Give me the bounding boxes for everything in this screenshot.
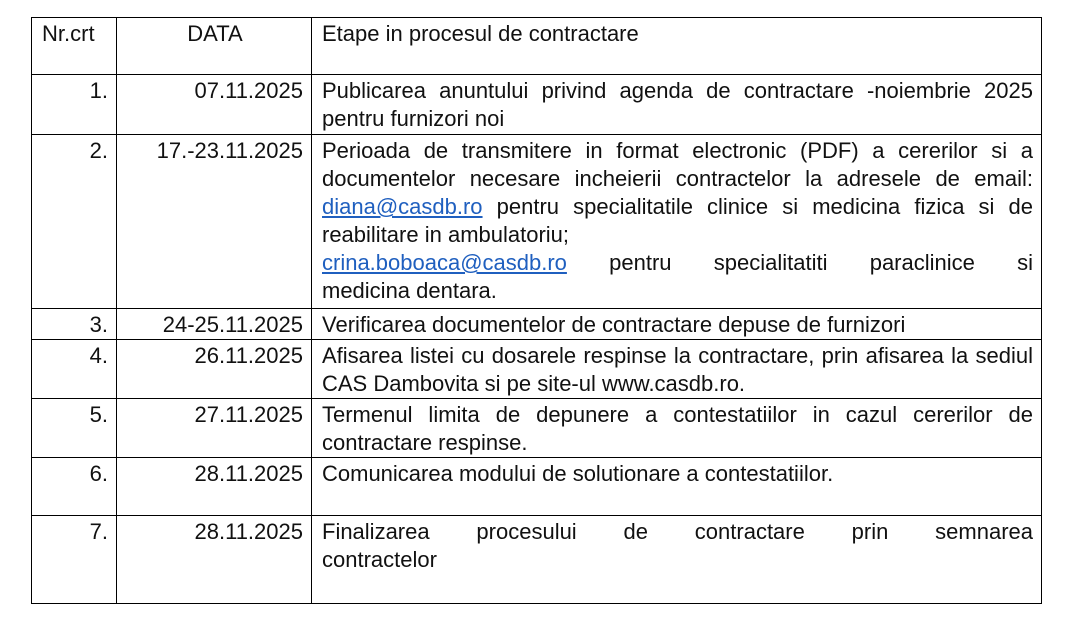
row-number: 3. (32, 309, 117, 340)
row-date: 17.-23.11.2025 (117, 135, 312, 309)
row-number: 7. (32, 516, 117, 604)
row-step-text: Termenul limita de depunere a contestatiilor in cazul cererilor de contractare respinse. (312, 399, 1042, 458)
step-text-line: contractelor (322, 547, 437, 572)
row-date: 28.11.2025 (117, 516, 312, 604)
row-date: 27.11.2025 (117, 399, 312, 458)
row-step-text: Verificarea documentelor de contractare depuse de furnizori (312, 309, 1042, 340)
row-step-text: Afisarea listei cu dosarele respinse la contractare, prin afisarea la sediul CAS Dambovita si pe site-ul www.casdb.ro. (312, 340, 1042, 399)
row-step-text: Comunicarea modului de solutionare a contestatiilor. (312, 458, 1042, 516)
row-number: 1. (32, 75, 117, 135)
table-row (32, 309, 1042, 340)
table-row (32, 516, 1042, 604)
row-number: 5. (32, 399, 117, 458)
table-row (32, 458, 1042, 516)
contracting-schedule-table (31, 17, 1042, 604)
row-step-text (312, 135, 1042, 309)
step-text-part: Perioada de transmitere in format electronic (PDF) a cererilor si a documentelor necesare incheierii contractelor la adresele de email: (322, 138, 1033, 191)
column-header-step: Etape in procesul de contractare (312, 18, 1042, 75)
step-text-line: Finalizarea procesului de contractare prin semnarea (322, 519, 1033, 544)
step-text-line (322, 249, 1033, 277)
row-date: 26.11.2025 (117, 340, 312, 399)
row-step-text: Publicarea anuntului privind agenda de contractare -noiembrie 2025 pentru furnizori noi (312, 75, 1042, 135)
table-row (32, 340, 1042, 399)
row-number: 4. (32, 340, 117, 399)
table-row (32, 75, 1042, 135)
row-number: 6. (32, 458, 117, 516)
row-number: 2. (32, 135, 117, 309)
step-text-part: pentru specialitatile clinice si medicina fizica si de reabilitare in ambulatoriu; (322, 194, 1033, 247)
column-header-nr: Nr.crt (32, 18, 117, 75)
table-header-row (32, 18, 1042, 75)
table-row (32, 135, 1042, 309)
column-header-date: DATA (117, 18, 312, 75)
email-link-crina[interactable]: crina.boboaca@casdb.ro (322, 250, 567, 275)
row-date: 07.11.2025 (117, 75, 312, 135)
row-date: 24-25.11.2025 (117, 309, 312, 340)
email-link-diana[interactable]: diana@casdb.ro (322, 194, 483, 219)
row-date: 28.11.2025 (117, 458, 312, 516)
row-step-text (312, 516, 1042, 604)
step-text-part: medicina dentara. (322, 278, 497, 303)
table-row (32, 399, 1042, 458)
step-text-part: pentru specialitatiti paraclinice si (566, 250, 1033, 275)
